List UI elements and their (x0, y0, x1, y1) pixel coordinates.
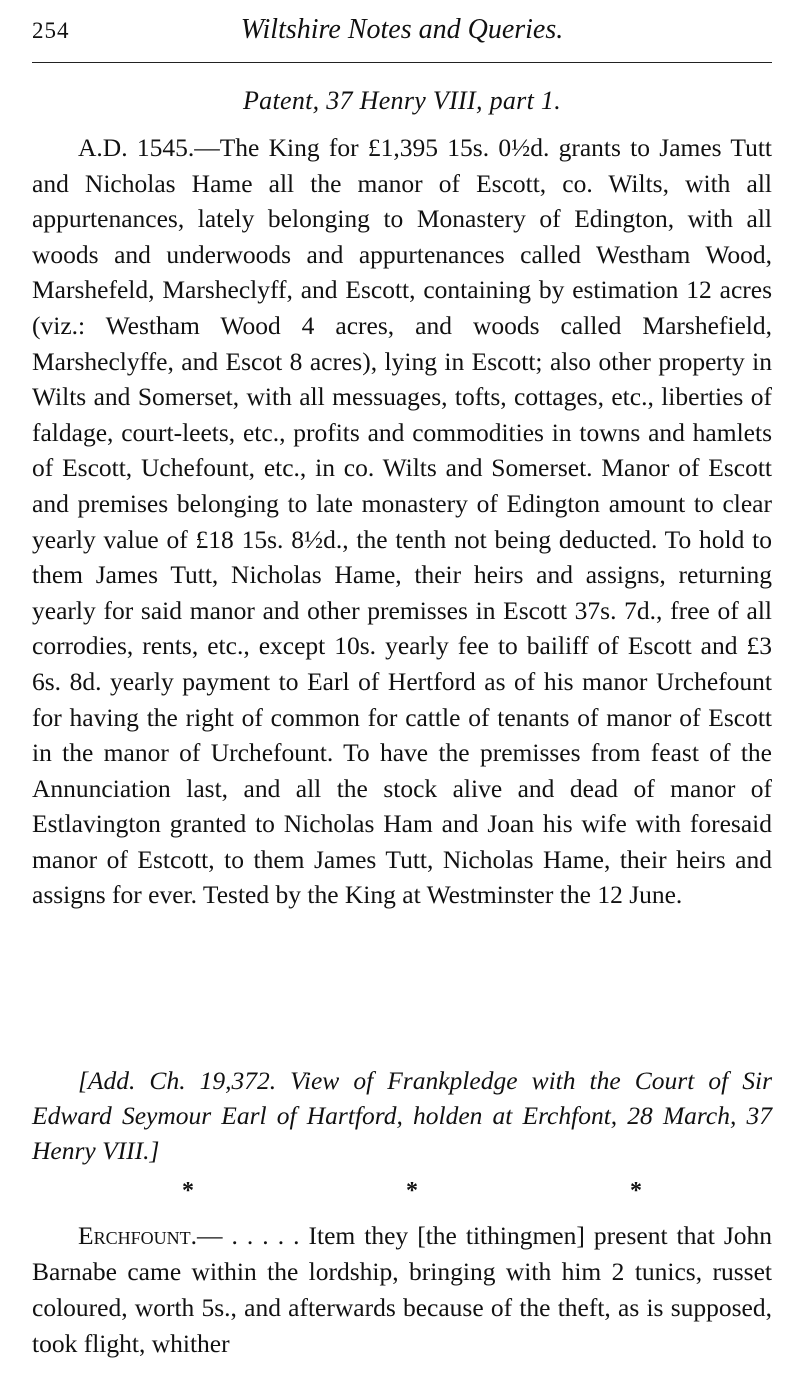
place-label: Erchfount. (78, 1221, 197, 1250)
erchfount-body: — . . . . . Item they [the tithingmen] present that John Barnabe came within the lordship, bringing with him 2 tunics, russet coloured, worth 5s., and afterwards because of the theft, as is supposed, took flight, whither (32, 1221, 772, 1358)
journal-title: Wiltshire Notes and Queries. (240, 14, 564, 45)
header-rule (32, 62, 772, 63)
asterism-3: * (630, 1178, 642, 1204)
page-number: 254 (32, 18, 70, 43)
citation-paragraph: [Add. Ch. 19,372. View of Frankpledge with the Court of Sir Edward Seymour Earl of Hartford, holden at Erchfont, 28 March, 37 Henry VIII.] (32, 1066, 772, 1165)
asterism-divider (182, 1178, 642, 1208)
asterism-1: * (182, 1178, 194, 1204)
asterism-2: * (406, 1178, 418, 1204)
running-head (32, 14, 772, 48)
date-label: A.D. (78, 133, 128, 162)
book-page (32, 0, 772, 1385)
section-heading: Patent, 37 Henry VIII, part 1. (242, 86, 562, 115)
patent-body: 1545.—The King for £1,395 15s. 0½d. grants to James Tutt and Nicholas Hame all the manor of Escott, co. Wilts, with all appurtenances, lately belonging to Monastery of Edington, with all woods and underwoods and appurtenances called Westham Wood, Marshefeld, Marsheclyff, and Escott, containing by estimation 12 acres (viz.: Westham Wood 4 acres, and woods called Marshefield, Marsheclyffe, and Escot 8 acres), lying in Escott; also other property in Wilts and Somerset, with all messuages, tofts, cottages, etc., liberties of faldage, court-leets, etc., profits and commodities in towns and hamlets of Escott, Uchefount, etc., in co. Wilts and Somerset. Manor of Escott and premises belonging to late monastery of Edington amount to clear yearly value of £18 15s. 8½d., the tenth not being deducted. To hold to them James Tutt, Nicholas Hame, their heirs and assigns, returning yearly for said manor and other premisses in Escott 37s. 7d., free of all corrodies, rents, etc., except 10s. yearly fee to bailiff of Escott and £3 6s. 8d. yearly payment to Earl of Hertford as of his manor Urchefount for having the right of common for cattle of tenants of manor of Escott in the manor of Urchefount. To have the premisses from feast of the Annunciation last, and all the stock alive and dead of manor of Estlavington granted to Nicholas Ham and Joan his wife with foresaid manor of Estcott, to them James Tutt, Nicholas Hame, their heirs and assigns for ever. Tested by the King at Westminster the 12 June. (32, 133, 772, 910)
erchfount-paragraph (32, 1218, 772, 1362)
patent-paragraph (32, 130, 772, 913)
